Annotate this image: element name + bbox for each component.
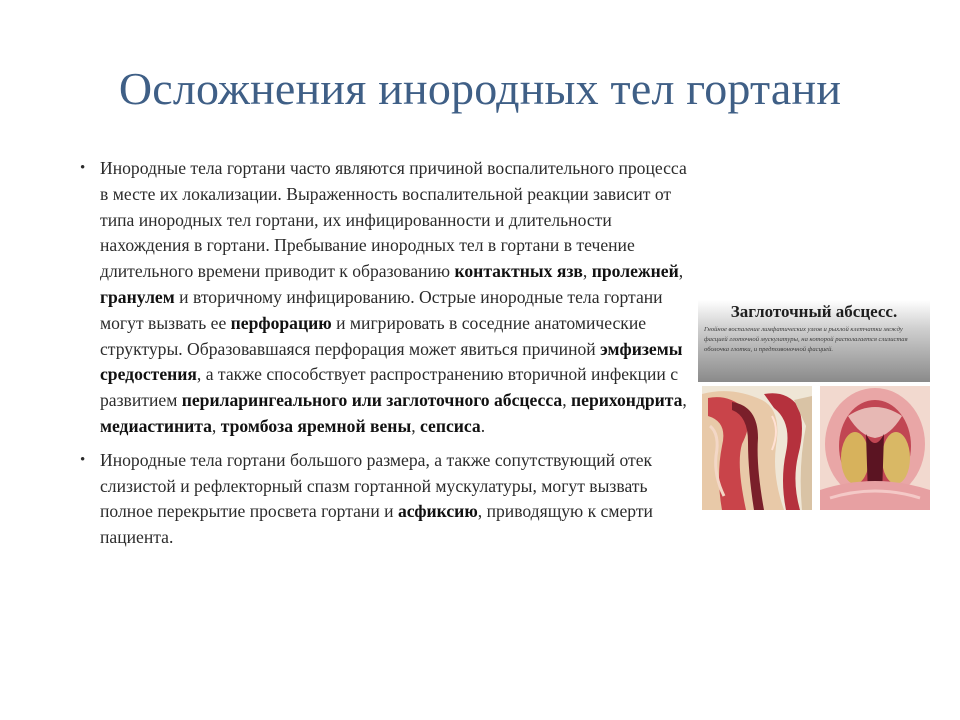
bold-term: контактных язв [454,261,583,282]
figure-title: Заглоточный абсцесс. [730,302,898,321]
text-run: , [582,261,592,282]
bullet-item [78,448,690,551]
text-run: , [678,261,684,282]
bold-term: гранулем [100,286,175,307]
bold-term: перихондрита [571,390,683,411]
bold-term: сепсиса [419,415,481,436]
bold-term: медиастинита [100,415,212,436]
text-run: , [562,390,571,411]
bullet-marker: • [80,451,86,468]
throat-opening-image [820,386,930,510]
bold-term: эмфиземы средостения [100,338,683,385]
text-run: , [211,415,221,436]
slide-title: Осложнения инородных тел гортани [118,63,842,114]
bullet-list [78,156,690,559]
bold-term: периларингеального или заглоточного абсцесса [181,390,563,411]
bold-term: асфиксию [397,501,478,522]
text-run: , [682,390,687,411]
bold-term: тромбоза яремной вены [220,415,412,436]
text-run: Инородные тела гортани большого размера, а также сопутствующий отек слизистой и рефлекторный спазм гортанной мускулатуры, могут вызвать полное перекрытие просвета гортани и [100,449,653,522]
text-run: Инородные тела гортани часто являются причиной воспалительного процесса в месте их локализации. Выраженность воспалительной реакции зависит от типа инородных тел гортани, их инфицированности и длительности нахождения в гортани. Пребывание инородных тел в гортани в течение длительного времени приводит к образованию [100,158,687,282]
text-run: и вторичному инфицированию. Острые инородные тела гортани могут вызвать ее [100,286,663,333]
abscess-figure [698,300,930,510]
bullet-text [100,158,687,436]
text-run: , а также способствует распространению вторичной инфекции с развитием [100,364,679,411]
text-run: . [480,415,486,436]
bold-term: перфорацию [230,312,332,333]
text-run: , [411,415,420,436]
figure-caption: Гнойное воспаление лимфатических узлов и рыхлой клетчатки между фасцией глоточной мускулатуры, на которой располагается слизистая оболочка глотки, и предпозвоночной фасцией. [704,326,908,353]
text-run: и мигрировать в соседние анатомические структуры. Образовавшаяся перфорация может явиться причиной [100,312,647,359]
bullet-text [100,450,653,547]
bold-term: пролежней [591,261,679,282]
text-run: , приводящую к смерти пациента. [100,501,653,548]
bullet-item [78,156,690,440]
figure-header [698,300,930,382]
throat-section-image [702,386,812,510]
bullet-marker: • [80,160,86,176]
